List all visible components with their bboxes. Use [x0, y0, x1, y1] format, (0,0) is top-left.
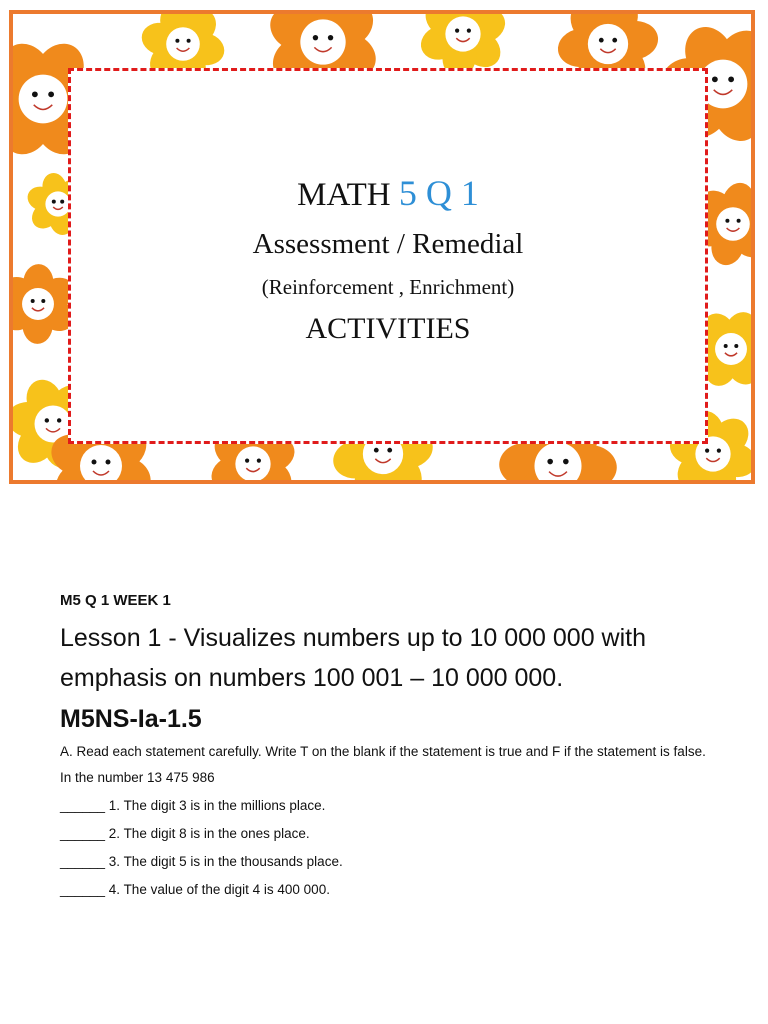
competency-code: M5NS-Ia-1.5 — [60, 705, 202, 733]
cover-title-accent: 5 Q 1 — [398, 173, 479, 213]
cover-frame — [9, 10, 755, 484]
title-panel — [68, 68, 708, 444]
statement-item-2: ______ 2. The digit 8 is in the ones place. — [60, 826, 310, 841]
cover-subtitle: Assessment / Remedial — [252, 228, 524, 260]
number-statement: In the number 13 475 986 — [60, 770, 215, 785]
cover-heading: ACTIVITIES — [305, 312, 471, 345]
week-label: M5 Q 1 WEEK 1 — [60, 592, 171, 609]
lesson-title: Lesson 1 - Visualizes numbers up to 10 000 000 with emphasis on numbers 100 001 – 10 000 000. — [60, 624, 647, 692]
cover-title-main: MATH — [297, 177, 391, 213]
statement-item-4: ______ 4. The value of the digit 4 is 400 000. — [60, 882, 330, 897]
statement-item-1: ______ 1. The digit 3 is in the millions place. — [60, 798, 326, 813]
cover-title — [71, 173, 705, 215]
statement-list — [60, 796, 710, 900]
instruction-text: A. Read each statement carefully. Write T on the blank if the statement is true and F if the statement is false. — [60, 744, 706, 759]
cover-subtitle-paren: (Reinforcement , Enrichment) — [261, 275, 515, 299]
worksheet — [60, 590, 710, 908]
statement-item-3: ______ 3. The digit 5 is in the thousands place. — [60, 854, 343, 869]
